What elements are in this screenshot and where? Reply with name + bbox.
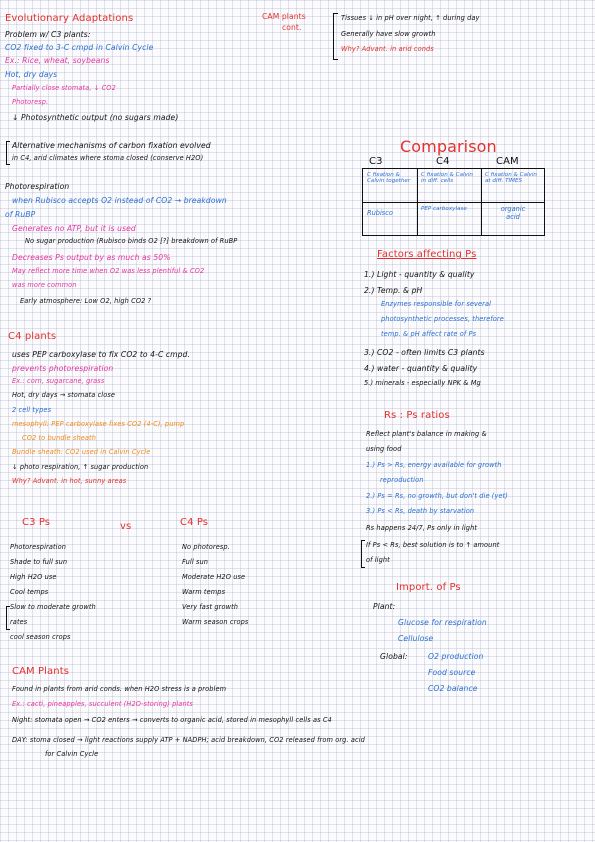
note-line: If Ps < Rs, best solution is to ↑ amount: [366, 541, 500, 549]
note-line: May reflect more time when O2 was less plentiful & CO2: [12, 267, 205, 275]
note-line: CO2 fixed to 3-C cmpd in Calvin Cycle: [5, 43, 154, 52]
col-label: C4: [436, 156, 450, 167]
note-line: ↓ Photosynthetic output (no sugars made): [12, 113, 179, 122]
note-line: Ex.: cacti, pineapples, succulent (H2O-storing) plants: [12, 700, 193, 708]
note-line: photosynthetic processes, therefore: [381, 315, 504, 323]
note-line: CO2 to bundle sheath: [22, 434, 96, 442]
comparison-heading: Comparison: [400, 137, 497, 156]
note-line: ↓ photo respiration, ↑ sugar production: [12, 463, 149, 471]
table-cell: C fixation & Calvin in diff. cells: [421, 172, 473, 185]
note-line: Rs happens 24/7, Ps only in light: [366, 524, 478, 532]
note-line: of light: [366, 556, 390, 564]
vs-heading-c4: C4 Ps: [180, 517, 209, 528]
compare-item: Photorespiration: [10, 543, 67, 551]
col-label: CAM: [496, 156, 519, 167]
note-line: 2.) Temp. & pH: [364, 286, 423, 295]
compare-item: Warm temps: [182, 588, 226, 596]
note-line: prevents photorespiration: [12, 364, 114, 373]
compare-item: Very fast growth: [182, 603, 239, 611]
note-line: reproduction: [380, 476, 424, 484]
note-line: Tissues ↓ in pH over night, ↑ during day: [341, 14, 480, 22]
compare-item: Slow to moderate growth: [10, 603, 96, 611]
section-heading: Rs : Ps ratios: [384, 410, 450, 421]
note-line: 1.) Ps > Rs, energy available for growth: [366, 461, 502, 469]
note-line: No sugar production (Rubisco binds O2 [?] breakdown of RuBP: [25, 237, 238, 245]
section-heading: CAM Plants: [12, 666, 70, 677]
note-line: Early atmosphere: Low O2, high CO2 ?: [20, 297, 152, 305]
note-line: Global:: [380, 652, 408, 661]
note-line: Enzymes responsible for several: [381, 300, 492, 308]
note-line: 3.) Ps < Rs, death by starvation: [366, 507, 475, 515]
cam-cont-heading: CAM plants: [262, 12, 306, 21]
bracket: [333, 13, 338, 60]
compare-item: Cool temps: [10, 588, 49, 596]
note-line: Bundle sheath: CO2 used in Calvin Cycle: [12, 448, 151, 456]
note-line: Cellulose: [398, 634, 434, 643]
note-line: Decreases Ps output by as much as 50%: [12, 253, 171, 262]
note-line: Partially close stomata, ↓ CO2: [12, 84, 116, 92]
note-line: Ex.: Rice, wheat, soybeans: [5, 56, 110, 65]
note-line: 2.) Ps = Rs, no growth, but don't die (yet): [366, 492, 508, 500]
note-line: Why? Advant. in arid conds: [341, 45, 434, 53]
note-line: DAY: stoma closed → light reactions supply ATP + NADPH; acid breakdown, CO2 released from org. acid: [12, 736, 365, 744]
compare-item: Warm season crops: [182, 618, 249, 626]
vs-heading-vs: vs: [120, 521, 132, 532]
note-line: Reflect plant's balance in making &: [366, 430, 487, 438]
bracket: [6, 606, 10, 630]
compare-item: High H2O use: [10, 573, 57, 581]
note-line: using food: [366, 445, 402, 453]
compare-item: Full sun: [182, 558, 209, 566]
note-line: Generates no ATP, but it is used: [12, 224, 136, 233]
note-line: O2 production: [428, 652, 484, 661]
note-line: Why? Advant. in hot, sunny areas: [12, 477, 127, 485]
table-cell: PEP carboxylase: [421, 206, 467, 212]
bracket: [361, 540, 365, 568]
note-line: 1.) Light - quantity & quality: [364, 270, 475, 279]
compare-item: Moderate H2O use: [182, 573, 246, 581]
note-line: Plant:: [373, 602, 396, 611]
note-line: 2 cell types: [12, 406, 52, 414]
note-line: Glucose for respiration: [398, 618, 487, 627]
note-line: Night: stomata open → CO2 enters → converts to organic acid, stored in mesophyll cells as C4: [12, 716, 332, 724]
note-line: Problem w/ C3 plants:: [5, 30, 91, 39]
note-line: in C4, arid climates where stoma closed (conserve H2O): [12, 154, 204, 162]
note-line: for Calvin Cycle: [45, 750, 99, 758]
cam-cont-sub: cont.: [282, 23, 302, 32]
note-line: 5.) minerals - especially NPK & Mg: [364, 379, 481, 387]
section-heading: Factors affecting Ps: [377, 249, 477, 260]
note-line: CO2 balance: [428, 684, 478, 693]
bracket: [6, 141, 10, 165]
note-line: Photoresp.: [12, 98, 49, 106]
vs-heading-c3: C3 Ps: [22, 517, 51, 528]
table-cell: Rubisco: [367, 209, 393, 217]
section-heading: Import. of Ps: [396, 582, 461, 593]
comparison-table: [362, 168, 545, 236]
note-line: Alternative mechanisms of carbon fixation evolved: [12, 141, 211, 150]
page-title: Evolutionary Adaptations: [5, 13, 134, 24]
table-cell: C fixation & Calvin at diff. TIMES: [485, 172, 537, 185]
table-cell: C fixation & Calvin together: [367, 172, 411, 185]
note-line: Hot, dry days: [5, 70, 58, 79]
table-cell: organic acid: [500, 205, 526, 221]
compare-item: No photoresp.: [182, 543, 230, 551]
compare-item: cool season crops: [10, 633, 71, 641]
note-line: Found in plants from arid conds. when H2O stress is a problem: [12, 685, 227, 693]
note-line: of RuBP: [5, 210, 36, 219]
note-line: Photorespiration: [5, 182, 70, 191]
note-line: Generally have slow growth: [341, 30, 436, 38]
note-line: uses PEP carboxylase to fix CO2 to 4-C cmpd.: [12, 350, 190, 359]
note-line: mesophyll: PEP carboxylase fixes CO2 (4-C), pump: [12, 420, 185, 428]
note-line: temp. & pH affect rate of Ps: [381, 330, 477, 338]
compare-item: Shade to full sun: [10, 558, 68, 566]
note-line: Hot, dry days → stomata close: [12, 391, 116, 399]
note-line: 3.) CO2 - often limits C3 plants: [364, 348, 485, 357]
section-heading: C4 plants: [8, 331, 57, 342]
note-line: when Rubisco accepts O2 instead of CO2 → breakdown: [12, 196, 227, 205]
note-line: Ex.: corn, sugarcane, grass: [12, 377, 105, 385]
note-line: was more common: [12, 281, 77, 289]
note-line: Food source: [428, 668, 476, 677]
col-label: C3: [369, 156, 383, 167]
note-line: 4.) water - quantity & quality: [364, 364, 478, 373]
compare-item: rates: [10, 618, 28, 626]
